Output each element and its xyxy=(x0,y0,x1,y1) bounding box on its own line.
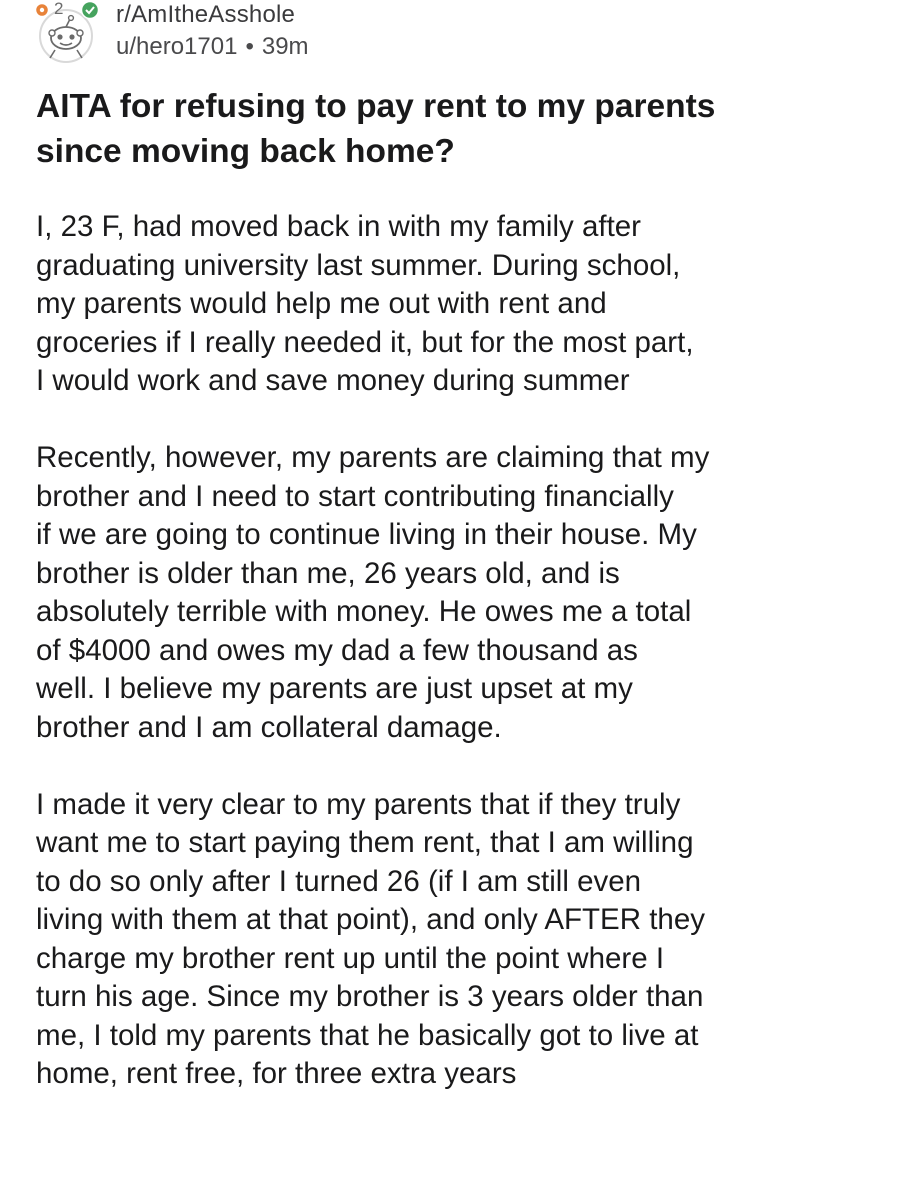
post-paragraph: Recently, however, my parents are claiming that my brother and I need to start contributing financially if we are going to continue living in their house. My brother is older than me, 26 years old, and is absolutely terrible with money. He owes me a total of $4000 and owes my dad a few thousand as well. I believe my parents are just upset at my brother and I am collateral damage. xyxy=(36,441,710,744)
post-title-line: since moving back home? xyxy=(36,133,455,170)
author-link[interactable]: u/hero1701 xyxy=(116,33,238,60)
award-count: 2 xyxy=(54,0,64,18)
meta-separator: • xyxy=(245,33,254,60)
subreddit-link[interactable]: r/AmItheAsshole xyxy=(116,1,296,28)
byline xyxy=(116,30,309,64)
subreddit-avatar[interactable] xyxy=(36,0,96,64)
post-body xyxy=(36,208,896,1094)
post-paragraph: I, 23 F, had moved back in with my family after graduating university last summer. During school, my parents would help me out with rent and groceries if I really needed it, but for the most part, I would work and save money during summer xyxy=(36,210,694,397)
post-title-line: AITA for refusing to pay rent to my parents xyxy=(36,88,716,125)
online-check-icon xyxy=(80,0,100,20)
post-meta xyxy=(116,0,309,64)
post-title[interactable] xyxy=(36,84,886,174)
post-header xyxy=(36,0,876,66)
post-paragraph: I made it very clear to my parents that if they truly want me to start paying them rent, that I am willing to do so only after I turned 26 (if I am still even living with them at that point), and only AFTER they charge my brother rent up until the point where I turn his age. Since my brother is 3 years older than me, I told my parents that he basically got to live at home, rent free, for three extra years xyxy=(36,787,705,1090)
post-age: 39m xyxy=(261,33,309,60)
